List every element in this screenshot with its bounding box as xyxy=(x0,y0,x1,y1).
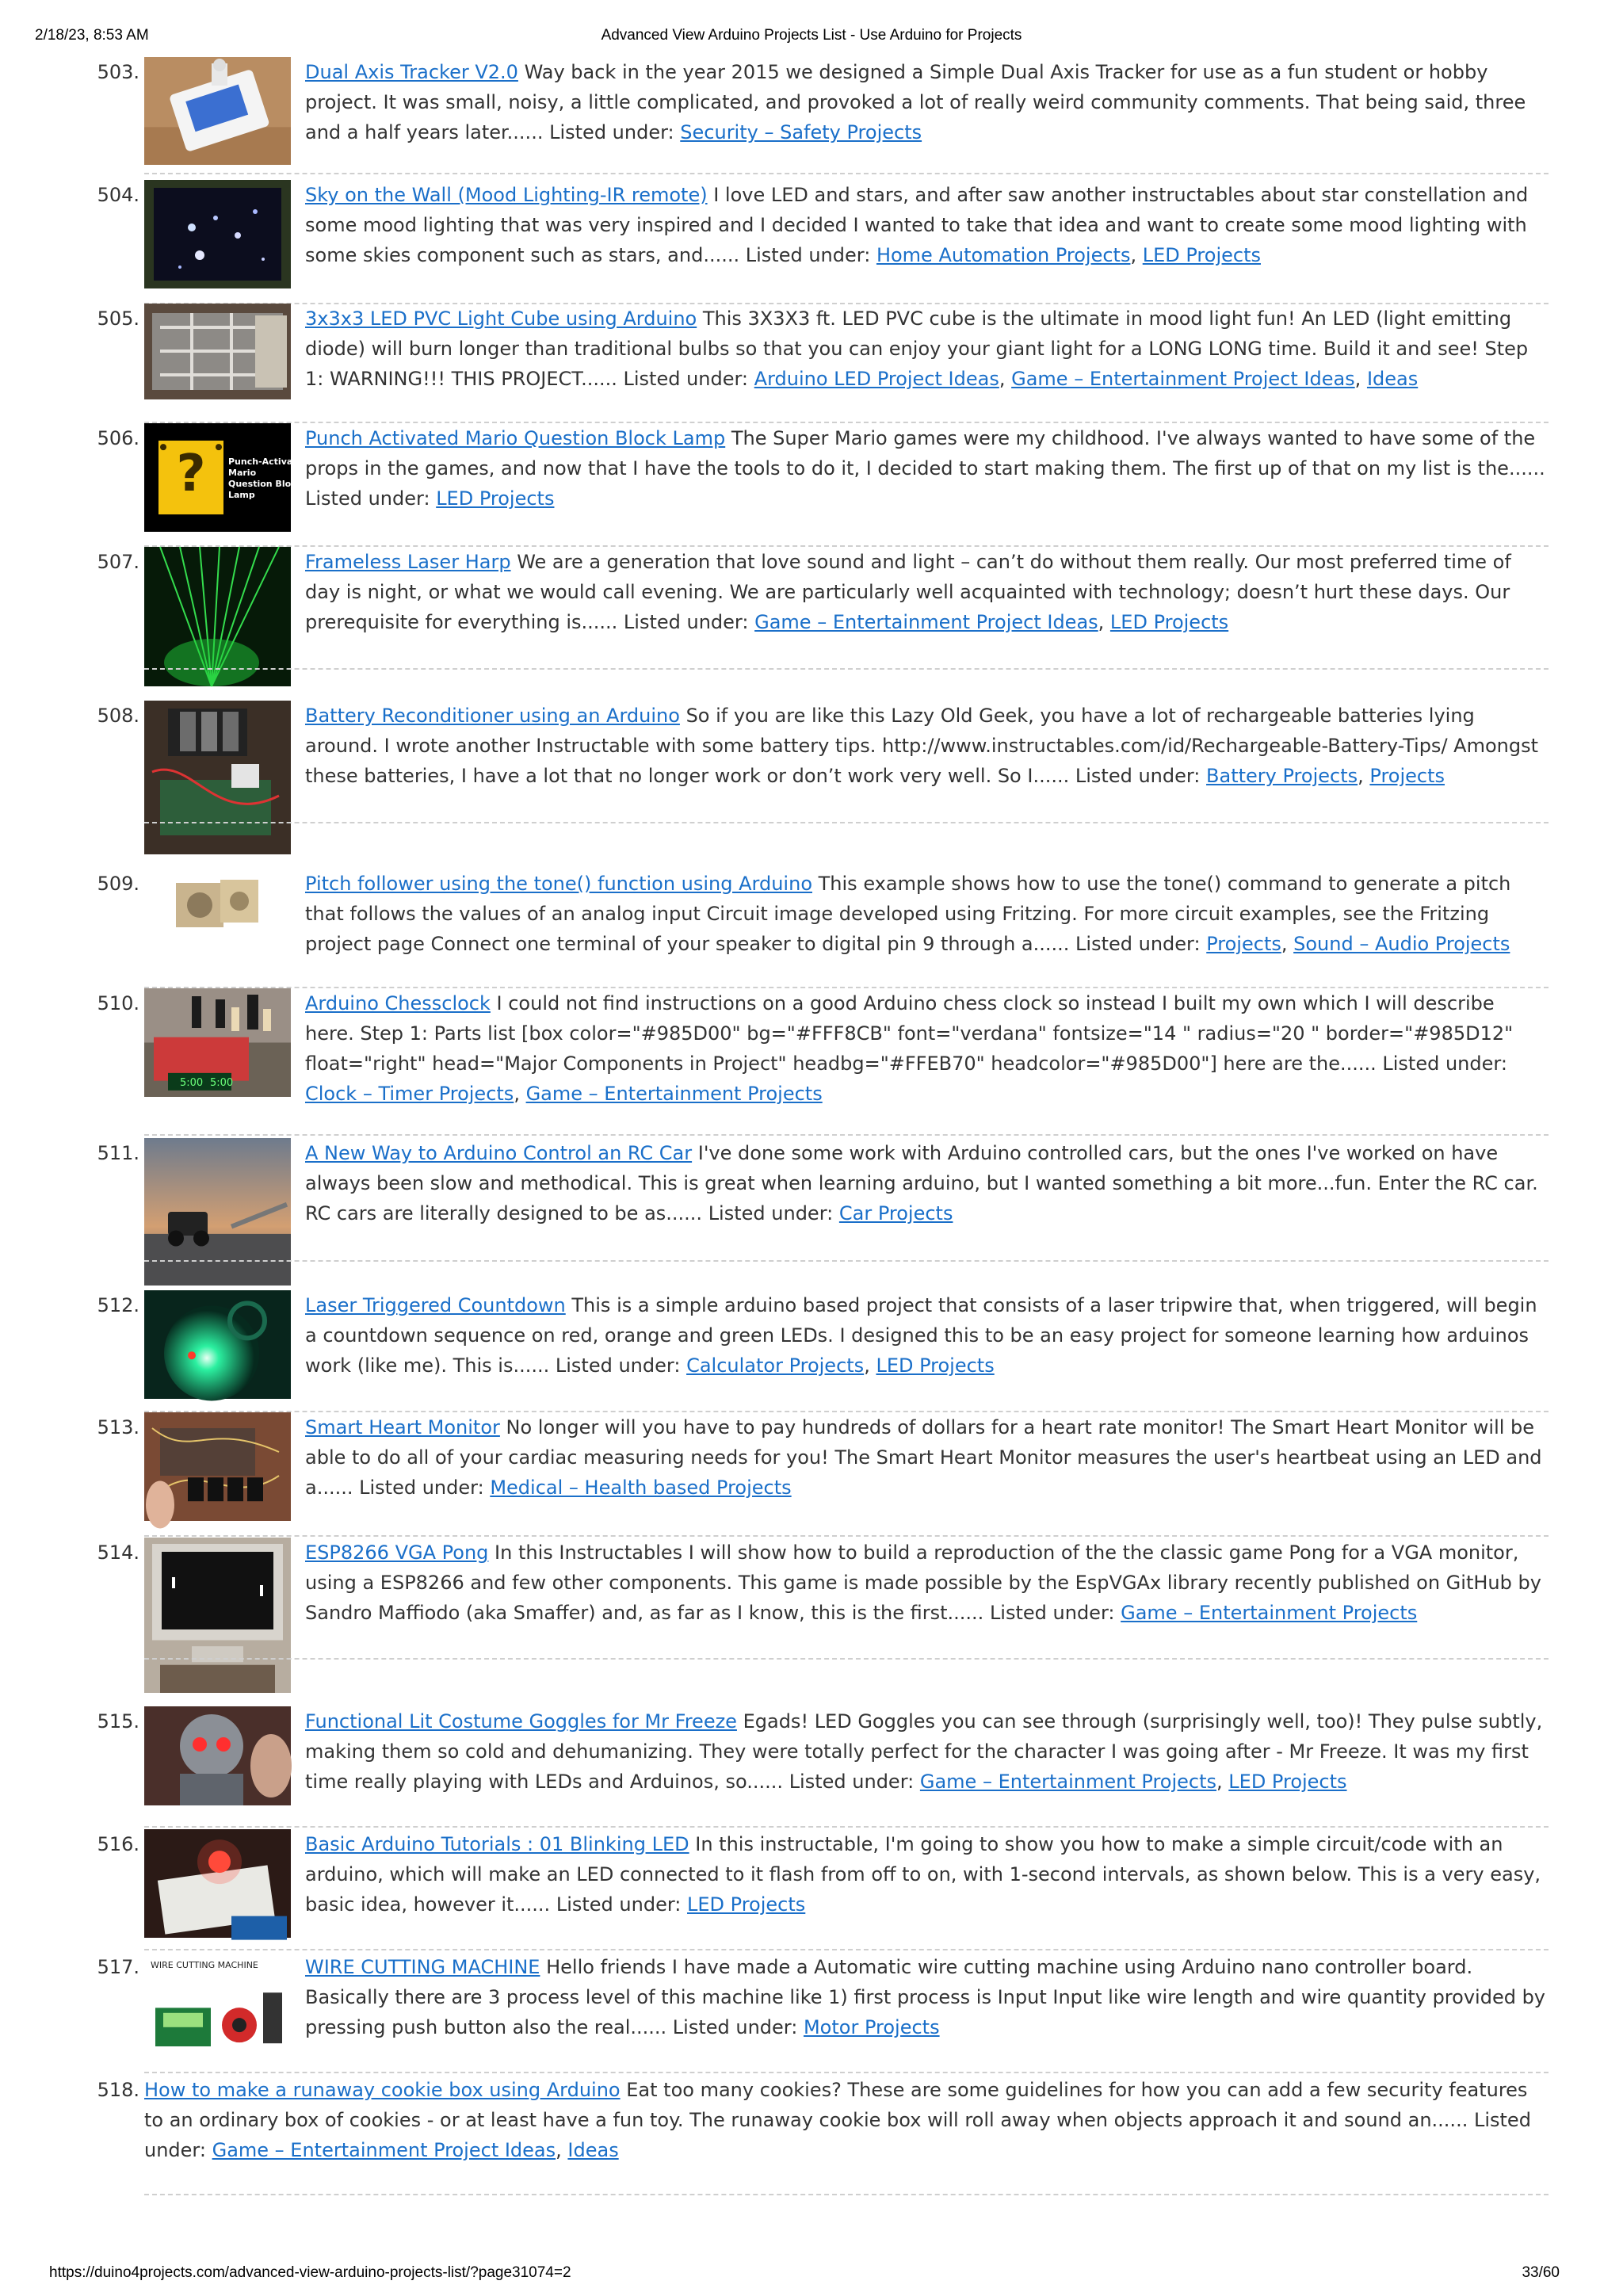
project-thumbnail[interactable] xyxy=(144,869,291,935)
project-title-link[interactable]: Laser Triggered Countdown xyxy=(305,1294,566,1316)
thumbnail-caption: Lamp xyxy=(228,490,255,501)
listed-under-label: Listed under: xyxy=(144,2109,1531,2161)
listed-under-label: Listed under: xyxy=(623,368,749,390)
project-thumbnail[interactable] xyxy=(144,57,291,165)
item-number: 504. xyxy=(97,184,139,206)
project-thumbnail[interactable] xyxy=(144,1829,291,1938)
project-title-link[interactable]: Frameless Laser Harp xyxy=(305,551,511,573)
category-link[interactable]: Game – Entertainment Projects xyxy=(1121,1602,1418,1624)
item-text xyxy=(305,1952,1549,2042)
item-divider xyxy=(144,1658,1549,1660)
project-description: Hello friends I have made a Automatic wire cutting machine using Arduino nano controller board. Basically there are 3 process level of this machine like 1) first process is Input Input like wire length and wire quantity provided by pressing push button also the real...... xyxy=(305,1956,1546,2038)
category-link[interactable]: LED Projects xyxy=(1109,611,1229,633)
project-title-link[interactable]: Pitch follower using the tone() function using Arduino xyxy=(305,873,812,895)
listed-under-label: Listed under: xyxy=(549,121,674,143)
project-description: This example shows how to use the tone() command to generate a pitch that follows the values of an analog input Circuit image developed using Fritzing. For more circuit examples, see the Fritzing project page Connect one terminal of your speaker to digital pin 9 through a...... xyxy=(305,873,1511,955)
category-link[interactable]: Game – Entertainment Projects xyxy=(919,1771,1217,1793)
item-divider xyxy=(144,2072,1549,2073)
print-date: 2/18/23, 8:53 AM xyxy=(35,27,149,44)
listed-under-label: Listed under: xyxy=(623,611,749,633)
category-link[interactable]: LED Projects xyxy=(687,1893,806,1916)
item-number: 517. xyxy=(97,1956,139,1978)
project-thumbnail[interactable] xyxy=(144,180,291,288)
listed-under-label: Listed under: xyxy=(708,1202,834,1224)
thumbnail-caption: WIRE CUTTING MACHINE xyxy=(151,1960,258,1970)
project-thumbnail[interactable] xyxy=(144,1138,291,1286)
project-title-link[interactable]: Arduino Chessclock xyxy=(305,992,491,1014)
project-thumbnail[interactable] xyxy=(144,701,291,854)
project-description: This is a simple arduino based project that consists of a laser tripwire that, when triggered, will begin a countdown sequence on red, orange and green LEDs. I designed this to be an easy project for someone learning how arduinos work (like me). This is...... xyxy=(305,1294,1537,1377)
project-description: So if you are like this Lazy Old Geek, you have a lot of rechargeable batteries lying around. I wrote another Instructable with some battery tips. http://www.instructables.com/id/Rechargeable-Battery-Tips/ Amongst these batteries, I have a lot that no longer work or don’t work very well. So I...... xyxy=(305,705,1538,787)
item-number: 509. xyxy=(97,873,139,895)
project-description: In this instructable, I'm going to show you how to make a simple circuit/code with an arduino, which will make an LED connected to it flash from off to on, with 1-second intervals, as shown below. This is a very easy, basic idea, however it...... xyxy=(305,1833,1541,1916)
item-text xyxy=(305,1538,1549,1628)
project-title-link[interactable]: WIRE CUTTING MACHINE xyxy=(305,1956,540,1978)
item-number: 512. xyxy=(97,1294,139,1316)
project-title-link[interactable]: Basic Arduino Tutorials : 01 Blinking LED xyxy=(305,1833,689,1855)
item-number: 505. xyxy=(97,308,139,330)
category-link[interactable]: Sound – Audio Projects xyxy=(1293,933,1510,955)
category-link[interactable]: Medical – Health based Projects xyxy=(490,1477,792,1499)
item-divider xyxy=(144,1260,1549,1262)
project-description: The Super Mario games were my childhood. I've always wanted to have some of the props in the games, and now that I have the tools to do it, I decided to start making them. The first up of that on my list is the...... xyxy=(305,427,1545,479)
listed-under-label: Listed under: xyxy=(555,1354,681,1377)
project-thumbnail[interactable] xyxy=(144,1290,291,1399)
project-thumbnail[interactable] xyxy=(144,1412,291,1521)
item-text xyxy=(305,57,1549,147)
category-link[interactable]: Calculator Projects xyxy=(686,1354,865,1377)
category-link[interactable]: Game – Entertainment Project Ideas xyxy=(1011,368,1355,390)
project-thumbnail[interactable] xyxy=(144,1706,291,1805)
print-url: https://duino4projects.com/advanced-view-arduino-projects-list/?page31074=2 xyxy=(49,2264,571,2281)
category-link[interactable]: Game – Entertainment Project Ideas xyxy=(212,2139,556,2161)
item-number: 507. xyxy=(97,551,139,573)
project-title-link[interactable]: 3x3x3 LED PVC Light Cube using Arduino xyxy=(305,308,697,330)
project-title-link[interactable]: Functional Lit Costume Goggles for Mr Freeze xyxy=(305,1710,737,1733)
item-text: Pitch follower using the tone() function using Arduino This example shows how to use the tone() command to generate a pitch that follows the values of an analog input Circuit image developed using Fritzing. For more circuit examples, see the Fritzing project page Connect one terminal of your speaker to digital pin 9 through a...... Listed under: Projects, Sound – Audio Projects xyxy=(305,873,1511,955)
category-link[interactable]: Battery Projects xyxy=(1206,765,1358,787)
category-link[interactable]: Motor Projects xyxy=(803,2016,940,2038)
item-number: 516. xyxy=(97,1833,139,1855)
listed-under-label: Listed under: xyxy=(1075,933,1201,955)
category-link[interactable]: Car Projects xyxy=(838,1202,953,1224)
project-title-link[interactable]: Dual Axis Tracker V2.0 xyxy=(305,61,518,83)
print-page-number: 33/60 xyxy=(1522,2264,1560,2281)
project-thumbnail[interactable] xyxy=(144,1952,291,2053)
category-link[interactable]: Arduino LED Project Ideas xyxy=(754,368,999,390)
thumbnail-caption: 5:00 xyxy=(180,1076,204,1089)
listed-under-label: Listed under: xyxy=(989,1602,1115,1624)
item-text: Arduino Chessclock I could not find instructions on a good Arduino chess clock so instead I built my own which I will describe here. Step 1: Parts list [box color="#985D00" bg="#FFF8CB" font="verdana" fontsize="14 " radius="20 " border="#985D12" float="right" head="Major Components in Project" headbg="#FFEB70" headcolor="#985D00"] here are the...... Listed under: Clock – Timer Projects, Game – Entertainment Projects xyxy=(305,992,1514,1105)
project-thumbnail[interactable] xyxy=(144,988,291,1097)
category-link[interactable]: Game – Entertainment Projects xyxy=(525,1083,823,1105)
project-title-link[interactable]: How to make a runaway cookie box using Arduino xyxy=(144,2079,621,2101)
category-link[interactable]: Game – Entertainment Project Ideas xyxy=(754,611,1098,633)
project-thumbnail[interactable] xyxy=(144,1538,291,1693)
listed-under-label: Listed under: xyxy=(1382,1052,1507,1075)
item-number: 513. xyxy=(97,1416,139,1438)
project-title-link[interactable]: Punch Activated Mario Question Block Lamp xyxy=(305,427,726,449)
listed-under-label: Listed under: xyxy=(745,244,871,266)
project-description: No longer will you have to pay hundreds of dollars for a heart rate monitor! The Smart Heart Monitor will be able to do all of your cardiac measuring needs for you! The Smart Heart Monitor measures the user's heartbeat using an LED and a...... xyxy=(305,1416,1542,1499)
item-divider xyxy=(144,1134,1549,1136)
project-description: Way back in the year 2015 we designed a Simple Dual Axis Tracker for use as a fun student or hobby project. It was small, noisy, a little complicated, and provoked a lot of really weird community comments. That being said, three and a half years later...... xyxy=(305,61,1526,143)
item-divider xyxy=(144,668,1549,670)
item-number: 510. xyxy=(97,992,139,1014)
listed-under-label: Listed under: xyxy=(305,487,430,510)
item-number: 508. xyxy=(97,705,139,727)
project-description: This 3X3X3 ft. LED PVC cube is the ultimate in mood light fun! An LED (light emitting diode) will burn longer than traditional bulbs so that you can enjoy your giant light for a LONG LONG time. Build it and see! Step 1: WARNING!!! THIS PROJECT...... xyxy=(305,308,1529,390)
category-link[interactable]: Home Automation Projects xyxy=(876,244,1131,266)
item-number: 514. xyxy=(97,1541,139,1564)
item-text: How to make a runaway cookie box using Arduino Eat too many cookies? These are some guidelines for how you can add a few security features to an ordinary box of cookies - or at least have a fun toy. The runaway cookie box will roll away when objects approach it and sound an...... Listed under: Game – Entertainment Project Ideas, Ideas xyxy=(144,2079,1531,2161)
category-link[interactable]: Security – Safety Projects xyxy=(680,121,922,143)
project-thumbnail[interactable] xyxy=(144,304,291,399)
category-link[interactable]: LED Projects xyxy=(876,1354,995,1377)
item-number: 515. xyxy=(97,1710,139,1733)
project-title-link[interactable]: Battery Reconditioner using an Arduino xyxy=(305,705,680,727)
listed-under-label: Listed under: xyxy=(556,1893,682,1916)
item-divider xyxy=(144,173,1549,174)
project-title-link[interactable]: Smart Heart Monitor xyxy=(305,1416,500,1438)
project-description: We are a generation that love sound and light – can’t do without them really. Our most preferred time of day is night, or what we would call evening. We are particularly well acquainted with technology; doesn’t hurt these days. Our prerequisite for everything is...... xyxy=(305,551,1511,633)
item-text xyxy=(305,1412,1549,1503)
thumbnail-caption: 5:00 xyxy=(210,1076,234,1089)
item-text xyxy=(305,423,1549,514)
category-link[interactable]: Ideas xyxy=(567,2139,619,2161)
category-link[interactable]: LED Projects xyxy=(436,487,555,510)
item-text: Frameless Laser Harp We are a generation that love sound and light – can’t do without them really. Our most preferred time of day is night, or what we would call evening. We are particularly well acquainted with technology; doesn’t hurt these days. Our prerequisite for everything is...... Listed under: Game – Entertainment Project Ideas, LED Projects xyxy=(305,551,1511,633)
item-text xyxy=(305,1829,1549,1920)
project-title-link[interactable]: Sky on the Wall (Mood Lighting-IR remote) xyxy=(305,184,708,206)
category-link[interactable]: LED Projects xyxy=(1228,1771,1347,1793)
item-divider xyxy=(144,1949,1549,1950)
item-number: 503. xyxy=(97,61,139,83)
item-divider xyxy=(144,1826,1549,1828)
project-description: In this Instructables I will show how to build a reproduction of the the classic game Pong for a VGA monitor, using a ESP8266 and few other components. This game is made possible by the EspVGAx library recently published on GitHub by Sandro Maffiodo (aka Smaffer) and, as far as I know, this is the first...... xyxy=(305,1541,1541,1624)
item-divider xyxy=(144,1535,1549,1537)
print-page-title: Advanced View Arduino Projects List - Use Arduino for Projects xyxy=(601,27,1022,44)
thumbnail-caption: Punch-Activated xyxy=(228,457,309,468)
item-number: 511. xyxy=(97,1142,139,1164)
project-description: I love LED and stars, and after saw another instructables about star constellation and some mood lighting that was very inspired and I decided I wanted to take that idea and want to create some mood lighting with some skies component such as stars, and...... xyxy=(305,184,1529,266)
item-number: 506. xyxy=(97,427,139,449)
project-title-link[interactable]: A New Way to Arduino Control an RC Car xyxy=(305,1142,693,1164)
project-title-link[interactable]: ESP8266 VGA Pong xyxy=(305,1541,489,1564)
thumbnail-caption: Question Block xyxy=(228,479,302,490)
item-divider xyxy=(144,822,1549,823)
project-description: I could not find instructions on a good Arduino chess clock so instead I built my own which I will describe here. Step 1: Parts list [box color="#985D00" bg="#FFF8CB" font="verdana" fontsize="14 " radius="20 " border="#985D12" float="right" head="Major Components in Project" headbg="#FFEB70" headcolor="#985D00"] here are the...... xyxy=(305,992,1514,1075)
listed-under-label: Listed under: xyxy=(672,2016,798,2038)
project-description: Egads! LED Goggles you can see through (surprisingly well, too)! They pulse subtly, making them so cold and dehumanizing. They were totally perfect for the character I was going after - Mr Freeze. It was my first time really playing with LEDs and Arduinos, so...... xyxy=(305,1710,1543,1793)
project-description: I've done some work with Arduino controlled cars, but the ones I've worked on have always been slow and methodical. This is great when learning arduino, but I wanted something a bit more...fun. Enter the RC car. RC cars are literally designed to be as...... xyxy=(305,1142,1538,1224)
thumbnail-caption: Mario xyxy=(228,468,257,479)
item-text: Laser Triggered Countdown This is a simple arduino based project that consists of a laser tripwire that, when triggered, will begin a countdown sequence on red, orange and green LEDs. I designed this to be an easy project for someone learning how arduinos work (like me). This is...... Listed under: Calculator Projects, LED Projects xyxy=(305,1294,1537,1377)
project-thumbnail[interactable] xyxy=(144,423,309,532)
category-link[interactable]: Clock – Timer Projects xyxy=(305,1083,514,1105)
category-link[interactable]: Projects xyxy=(1206,933,1281,955)
svg-text:?: ? xyxy=(176,444,206,503)
item-number: 518. xyxy=(97,2079,139,2101)
listed-under-label: Listed under: xyxy=(1075,765,1201,787)
listed-under-label: Listed under: xyxy=(789,1771,915,1793)
listed-under-label: Listed under: xyxy=(359,1477,484,1499)
project-description: Eat too many cookies? These are some guidelines for how you can add a few security features to an ordinary box of cookies - or at least have a fun toy. The runaway cookie box will roll away when objects approach it and sound an...... xyxy=(144,2079,1528,2131)
category-link[interactable]: Projects xyxy=(1369,765,1445,787)
category-link[interactable]: LED Projects xyxy=(1142,244,1261,266)
category-link[interactable]: Ideas xyxy=(1366,368,1419,390)
item-text xyxy=(305,1138,1549,1228)
item-text: Functional Lit Costume Goggles for Mr Freeze Egads! LED Goggles you can see through (surprisingly well, too)! They pulse subtly, making them so cold and dehumanizing. They were totally perfect for the character I was going after - Mr Freeze. It was my first time really playing with LEDs and Arduinos, so...... Listed under: Game – Entertainment Projects, LED Projects xyxy=(305,1710,1543,1793)
project-thumbnail[interactable] xyxy=(144,547,291,686)
print-footer xyxy=(0,2264,1623,2286)
item-text: Battery Reconditioner using an Arduino So if you are like this Lazy Old Geek, you have a lot of rechargeable batteries lying around. I wrote another Instructable with some battery tips. http://www.instructables.com/id/Rechargeable-Battery-Tips/ Amongst these batteries, I have a lot that no longer work or don’t work very well. So I...... Listed under: Battery Projects, Projects xyxy=(305,705,1538,787)
item-divider xyxy=(144,2194,1549,2195)
item-text: Sky on the Wall (Mood Lighting-IR remote) I love LED and stars, and after saw another instructables about star constellation and some mood lighting that was very inspired and I decided I wanted to take that idea and want to create some mood lighting with some skies component such as stars, and...... Listed under: Home Automation Projects, LED Projects xyxy=(305,184,1529,266)
item-text: 3x3x3 LED PVC Light Cube using Arduino This 3X3X3 ft. LED PVC cube is the ultimate in mood light fun! An LED (light emitting diode) will burn longer than traditional bulbs so that you can enjoy your giant light for a LONG LONG time. Build it and see! Step 1: WARNING!!! THIS PROJECT...... Listed under: Arduino LED Project Ideas, Game – Entertainment Project Ideas, Ideas xyxy=(305,308,1529,390)
